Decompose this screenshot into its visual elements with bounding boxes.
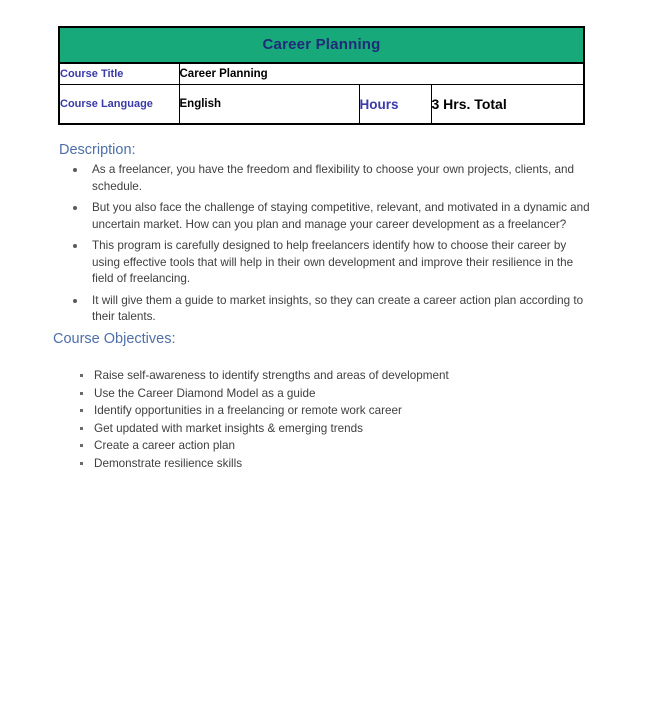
course-info-table [58, 26, 585, 125]
bullet-square-icon [80, 444, 83, 447]
list-item-text: It will give them a guide to market insights, so they can create a career action plan according to their talents. [92, 293, 584, 323]
course-info-table-container [58, 26, 583, 125]
course-language-value: English [179, 85, 359, 125]
course-objectives-list [64, 368, 544, 473]
bullet-dot-icon [73, 206, 77, 210]
bullet-square-icon [80, 392, 83, 395]
hours-label: Hours [359, 85, 431, 125]
list-item-text: Use the Career Diamond Model as a guide [94, 386, 316, 400]
list-item [64, 238, 594, 288]
description-list [64, 162, 594, 331]
list-item [64, 421, 544, 437]
list-item-text: Identify opportunities in a freelancing or remote work career [94, 404, 402, 417]
list-item-text: Raise self-awareness to identify strengths and areas of development [94, 369, 449, 382]
list-item [64, 438, 544, 454]
list-item-text: This program is carefully designed to help freelancers identify how to choose their career by using effective tools that will help in their own development and improve their resilience in the field of freelancing. [92, 239, 574, 285]
list-item-text: But you also face the challenge of staying competitive, relevant, and motivated in a dynamic and uncertain market. How can you plan and manage your career development as a freelancer? [92, 201, 590, 231]
list-item [64, 368, 544, 384]
list-item [64, 386, 544, 402]
list-item [64, 293, 594, 326]
description-heading: Description: [59, 142, 136, 158]
list-item-text: Create a career action plan [94, 439, 235, 452]
table-row [59, 85, 584, 125]
course-banner-title: Career Planning [262, 36, 381, 53]
bullet-square-icon [80, 374, 83, 377]
course-banner-cell [59, 27, 584, 63]
course-language-label: Course Language [59, 85, 179, 125]
list-item-text: As a freelancer, you have the freedom and flexibility to choose your own projects, clients, and schedule. [92, 163, 575, 193]
list-item [64, 162, 594, 195]
list-item [64, 456, 544, 472]
list-item [64, 200, 594, 233]
course-title-label: Course Title [59, 63, 179, 85]
table-banner-row [59, 27, 584, 63]
course-title-value: Career Planning [179, 63, 584, 85]
list-item-text: Demonstrate resilience skills [94, 456, 243, 470]
course-objectives-heading: Course Objectives: [53, 331, 176, 347]
list-item-text: Get updated with market insights & emerging trends [94, 421, 363, 435]
bullet-square-icon [80, 409, 83, 412]
bullet-square-icon [80, 427, 83, 430]
bullet-dot-icon [73, 244, 77, 248]
bullet-dot-icon [73, 299, 77, 303]
table-row [59, 63, 584, 85]
list-item [64, 403, 544, 419]
bullet-dot-icon [73, 168, 77, 172]
hours-value: 3 Hrs. Total [431, 85, 584, 125]
bullet-square-icon [80, 462, 83, 465]
